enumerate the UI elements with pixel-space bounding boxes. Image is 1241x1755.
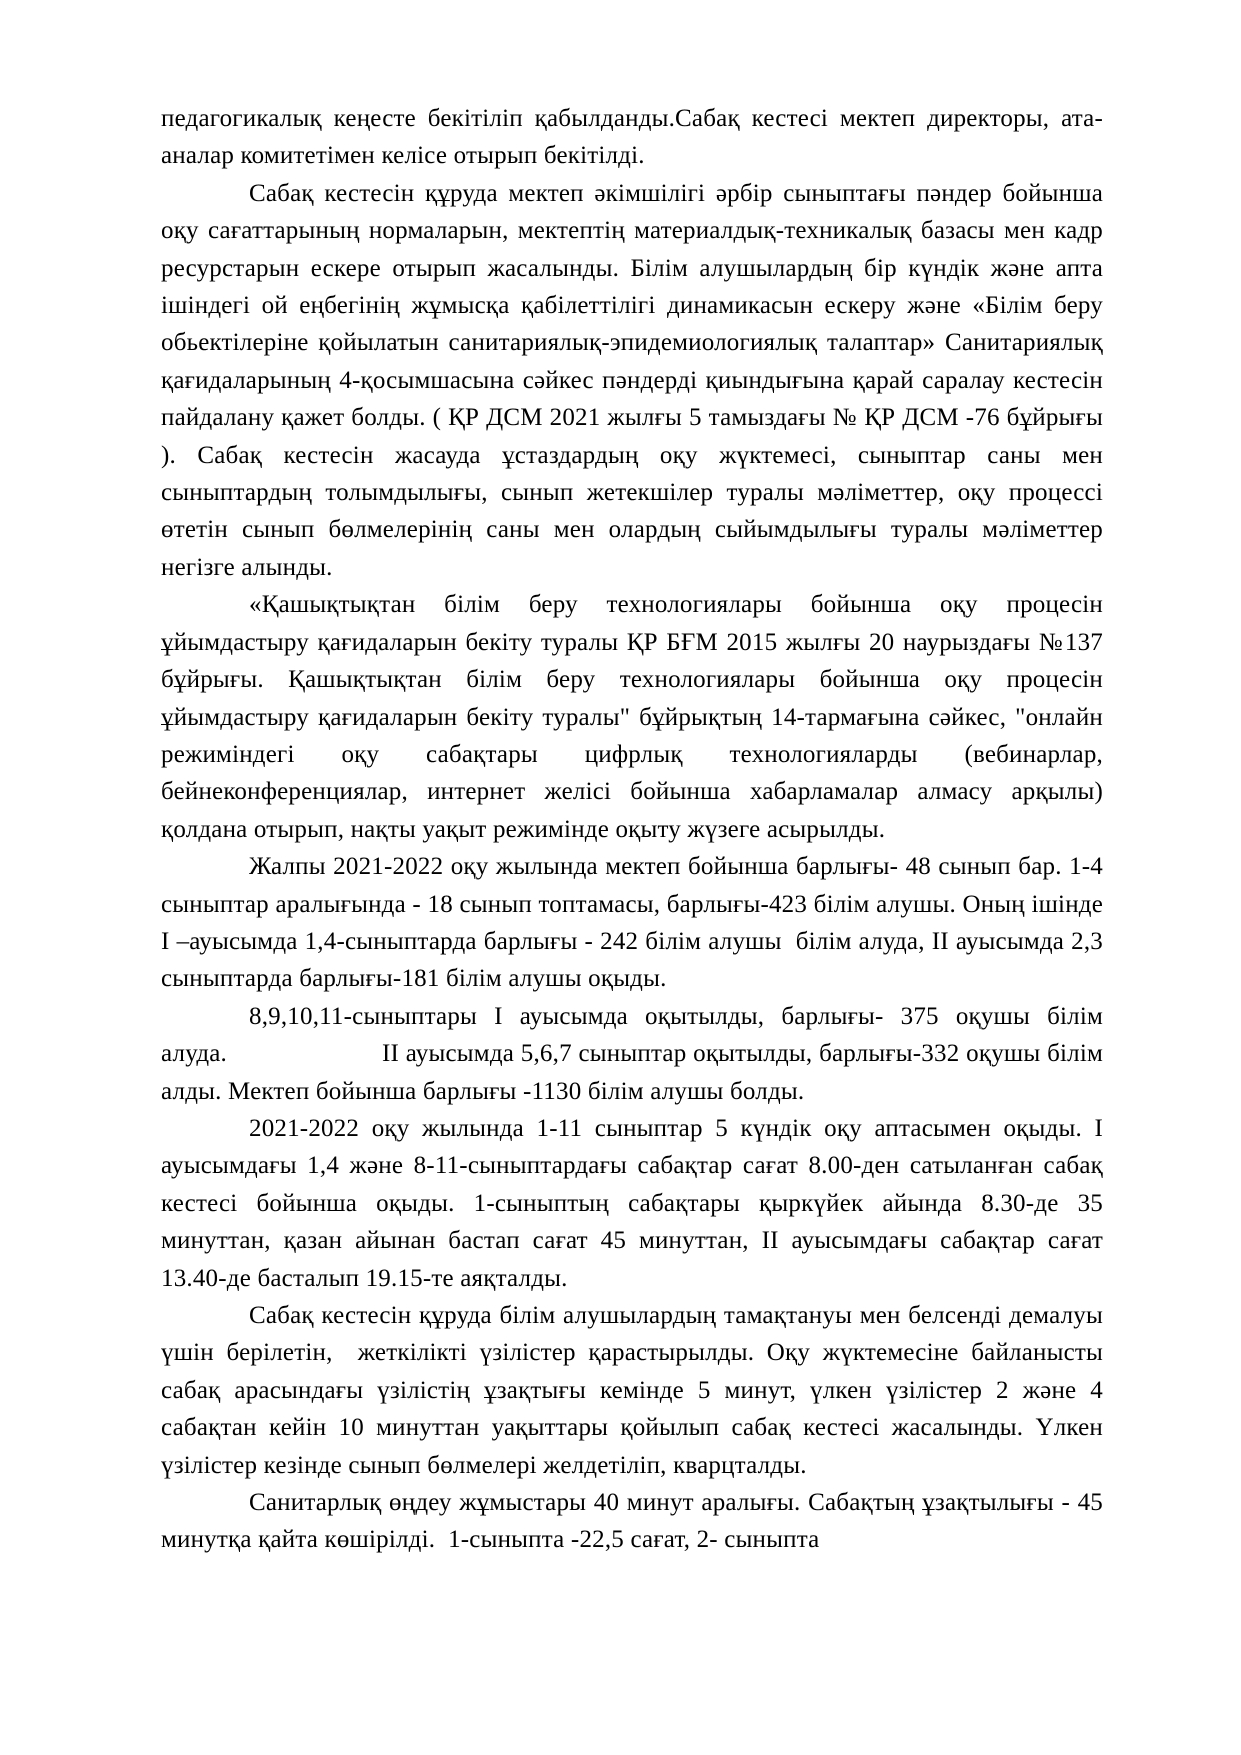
paragraph-continuation: педагогикалық кеңесте бекітіліп қабылданды.Сабақ кестесі мектеп директоры, ата-аналар комитетімен келісе отырып бекітілді.: [161, 105, 1103, 170]
paragraph-distance-learning-order: «Қашықтықтан білім беру технологиялары бойынша оқу процесін ұйымдастыру қағидаларын бекіту туралы ҚР БҒМ 2015 жылғы 20 наурыздағы №137 бұйрығы. Қашықтықтан білім беру технологиялары бойынша оқу процесін ұйымдастыру қағидаларын бекіту туралы" бұйрықтың 14-тармағына сәйкес, "онлайн режиміндегі оқу сабақтары цифрлық технологияларды (вебинарлар, бейнеконференциялар, интернет желісі бойынша хабарламалар алмасу арқылы) қолдана отырып, нақты уақыт режимінде оқыту жүзеге асырылды.: [161, 591, 1110, 843]
paragraph-shift-totals: 8,9,10,11-сыныптары І ауысымда оқытылды, барлығы- 375 оқушы білім алуда. ІІ ауысымда 5,6,7 сыныптар оқытылды, барлығы-332 оқушы білім алды. Мектеп бойынша барлығы -1130 білім алушы болды.: [161, 1002, 1110, 1105]
paragraph-school-week: 2021-2022 оқу жылында 1-11 сыныптар 5 күндік оқу аптасымен оқыды. І ауысымдағы 1,4 және 8-11-сыныптардағы сабақтар сағат 8.00-ден сатыланған сабақ кестесі бойынша оқыды. 1-сыныптың сабақтары қыркүйек айында 8.30-де 35 минуттан, қазан айынан бастап сағат 45 минуттан, ІІ ауысымдағы сабақтар сағат 13.40-де басталып 19.15-те аяқталды.: [161, 1114, 1110, 1292]
paragraph-breaks: Сабақ кестесін құруда білім алушылардың тамақтануы мен белсенді демалуы үшін берілетін, жеткілікті үзілістер қарастырылды. Оқу жүктемесіне байланысты сабақ арасындағы үзілістің ұзақтығы кемінде 5 минут, үлкен үзілістер 2 және 4 сабақтан кейін 10 минуттан уақыттары қойылып сабақ кестесі жасалынды. Үлкен үзілістер кезінде сынып бөлмелері желдетіліп, кварцталды.: [161, 1302, 1110, 1479]
paragraph-sanitary-processing: Санитарлық өңдеу жұмыстары 40 минут аралығы. Сабақтың ұзақтылығы - 45 минутқа қайта көшірілді. 1-сыныпта -22,5 сағат, 2- сыныпта: [161, 1489, 1110, 1554]
paragraph-schedule-creation: Сабақ кестесін құруда мектеп әкімшілігі әрбір сыныптағы пәндер бойынша оқу сағаттарының нормаларын, мектептің материалдық-техникалық базасы мен кадр ресурстарын ескере отырып жасалынды. Білім алушылардың бір күндік және апта ішіндегі ой еңбегінің жұмысқа қабілеттілігі динамикасын ескеру және «Білім беру обьектілеріне қойылатын санитариялық-эпидемиологиялық талаптар» Санитариялық қағидаларының 4-қосымшасына сәйкес пәндерді қиындығына қарай саралау кестесін пайдалану қажет болды. ( ҚР ДСМ 2021 жылғы 5 тамыздағы № ҚР ДСМ -76 бұйрығы ). Сабақ кестесін жасауда ұстаздардың оқу жүктемесі, сыныптар саны мен сыныптардың толымдылығы, сынып жетекшілер туралы мәліметтер, оқу процессі өтетін сынып бөлмелерінің саны мен олардың сыйымдылығы туралы мәліметтер негізге алынды.: [161, 179, 1110, 581]
paragraph-class-totals: Жалпы 2021-2022 оқу жылында мектеп бойынша барлығы- 48 сынып бар. 1-4 сыныптар аралығында - 18 сынып топтамасы, барлығы-423 білім алушы. Оның ішінде І –ауысымда 1,4-сыныптарда барлығы - 242 білім алушы білім алуда, ІІ ауысымда 2,3 сыныптарда барлығы-181 білім алушы оқыды.: [161, 853, 1116, 993]
document-text-block: [161, 100, 1116, 1559]
